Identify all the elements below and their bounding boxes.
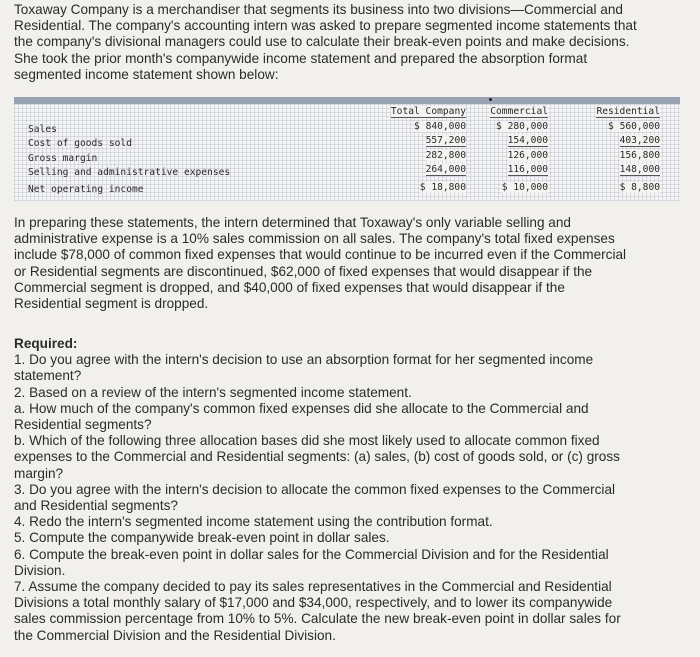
required-line: sales commission percentage from 10% to 5%. Calculate the new break-even point in dollar sales for	[14, 611, 621, 627]
cell-selling-admin-total: 264,000	[425, 164, 466, 175]
row-label-gross-margin: Gross margin	[28, 153, 98, 164]
required-line: the Commercial Division and the Residential Division.	[14, 627, 336, 643]
intro-paragraph	[14, 2, 694, 83]
required-line: b. Which of the following three allocation bases did she most likely used to allocate common fixed	[14, 433, 600, 449]
required-line: 7. Assume the company decided to pay its sales representatives in the Commercial and Residential	[14, 579, 612, 595]
cell-gross-margin-residential: 156,800	[619, 150, 660, 161]
required-line: Residential segments?	[14, 417, 152, 433]
required-section	[14, 336, 694, 644]
body-line: Residential segment is dropped.	[14, 296, 209, 312]
cell-cogs-residential: 403,200	[619, 135, 660, 146]
required-line: a. How much of the company's common fixed expenses did she allocate to the Commercial and	[14, 400, 589, 416]
required-heading: Required:	[14, 336, 78, 351]
cell-noi-commercial: $ 10,000	[501, 182, 548, 193]
body-line: In preparing these statements, the intern determined that Toxaway's only variable selling and	[14, 215, 571, 230]
required-line: 6. Compute the break-even point in dollar sales for the Commercial Division and for the Residential	[14, 546, 609, 562]
intro-line: She took the prior month's companywide income statement and prepared the absorption format	[14, 50, 588, 66]
body-line: or Residential segments are discontinued, $62,000 of fixed expenses that would disappear if the	[14, 263, 593, 279]
body-line: Commercial segment is dropped, and $40,000 of fixed expenses that would disappear if the	[14, 279, 565, 295]
required-line: Division.	[14, 562, 66, 578]
row-label-cogs: Cost of goods sold	[28, 138, 132, 149]
required-line: 1. Do you agree with the intern's decision to use an absorption format for her segmented income	[14, 352, 594, 368]
required-line: statement?	[14, 368, 82, 384]
required-line: expenses to the Commercial and Residential segments: (a) sales, (b) cost of goods sold, or (c) gross	[14, 449, 620, 465]
cell-selling-admin-commercial: 116,000	[507, 164, 548, 175]
cell-sales-residential: $ 560,000	[608, 121, 660, 132]
required-line: 5. Compute the companywide break-even point in dollar sales.	[14, 530, 390, 546]
intro-line: Residential. The company's accounting intern was asked to prepare segmented income statements that	[14, 18, 637, 34]
cell-sales-commercial: $ 280,000	[496, 121, 548, 132]
explanation-paragraph	[14, 215, 694, 312]
intro-line: the company's divisional managers could use to calculate their break-even points and make decisions.	[14, 34, 630, 50]
cell-gross-margin-total: 282,800	[425, 150, 466, 161]
intro-line: Toxaway Company is a merchandiser that segments its business into two divisions—Commercial and	[14, 2, 623, 17]
segmented-income-statement	[14, 97, 680, 201]
cell-sales-total: $ 840,000	[414, 121, 466, 132]
statement-header-bar	[14, 97, 680, 104]
cell-selling-admin-residential: 148,000	[619, 164, 660, 175]
intro-line: segmented income statement shown below:	[14, 66, 279, 82]
body-line: include $78,000 of common fixed expenses that would continue to be incurred even if the Commercial	[14, 247, 627, 263]
cell-cogs-total: 557,200	[425, 135, 466, 146]
row-label-sales: Sales	[28, 124, 57, 135]
required-line: 2. Based on a review of the intern's segmented income statement.	[14, 384, 412, 400]
cell-gross-margin-commercial: 126,000	[507, 150, 548, 161]
cell-noi-total: $ 18,800	[419, 182, 466, 193]
row-label-selling-admin: Selling and administrative expenses	[28, 167, 231, 178]
cell-noi-residential: $ 8,800	[619, 182, 660, 193]
required-line: Divisions a total monthly salary of $17,000 and $34,000, respectively, and to lower its companywide	[14, 595, 613, 611]
row-label-net-operating-income: Net operating income	[28, 184, 144, 195]
required-line: 4. Redo the intern's segmented income statement using the contribution format.	[14, 514, 493, 530]
required-line: and Residential segments?	[14, 498, 178, 514]
header-total-company: Total Company	[390, 106, 466, 117]
header-residential: Residential	[596, 106, 660, 117]
required-line: margin?	[14, 465, 64, 481]
body-line: administrative expense is a 10% sales commission on all sales. The company's total fixed expenses	[14, 231, 615, 247]
header-commercial: Commercial	[490, 106, 548, 117]
bullet-dot	[489, 98, 492, 101]
required-line: 3. Do you agree with the intern's decision to allocate the common fixed expenses to the Commercial	[14, 481, 616, 497]
cell-cogs-commercial: 154,000	[507, 135, 548, 146]
